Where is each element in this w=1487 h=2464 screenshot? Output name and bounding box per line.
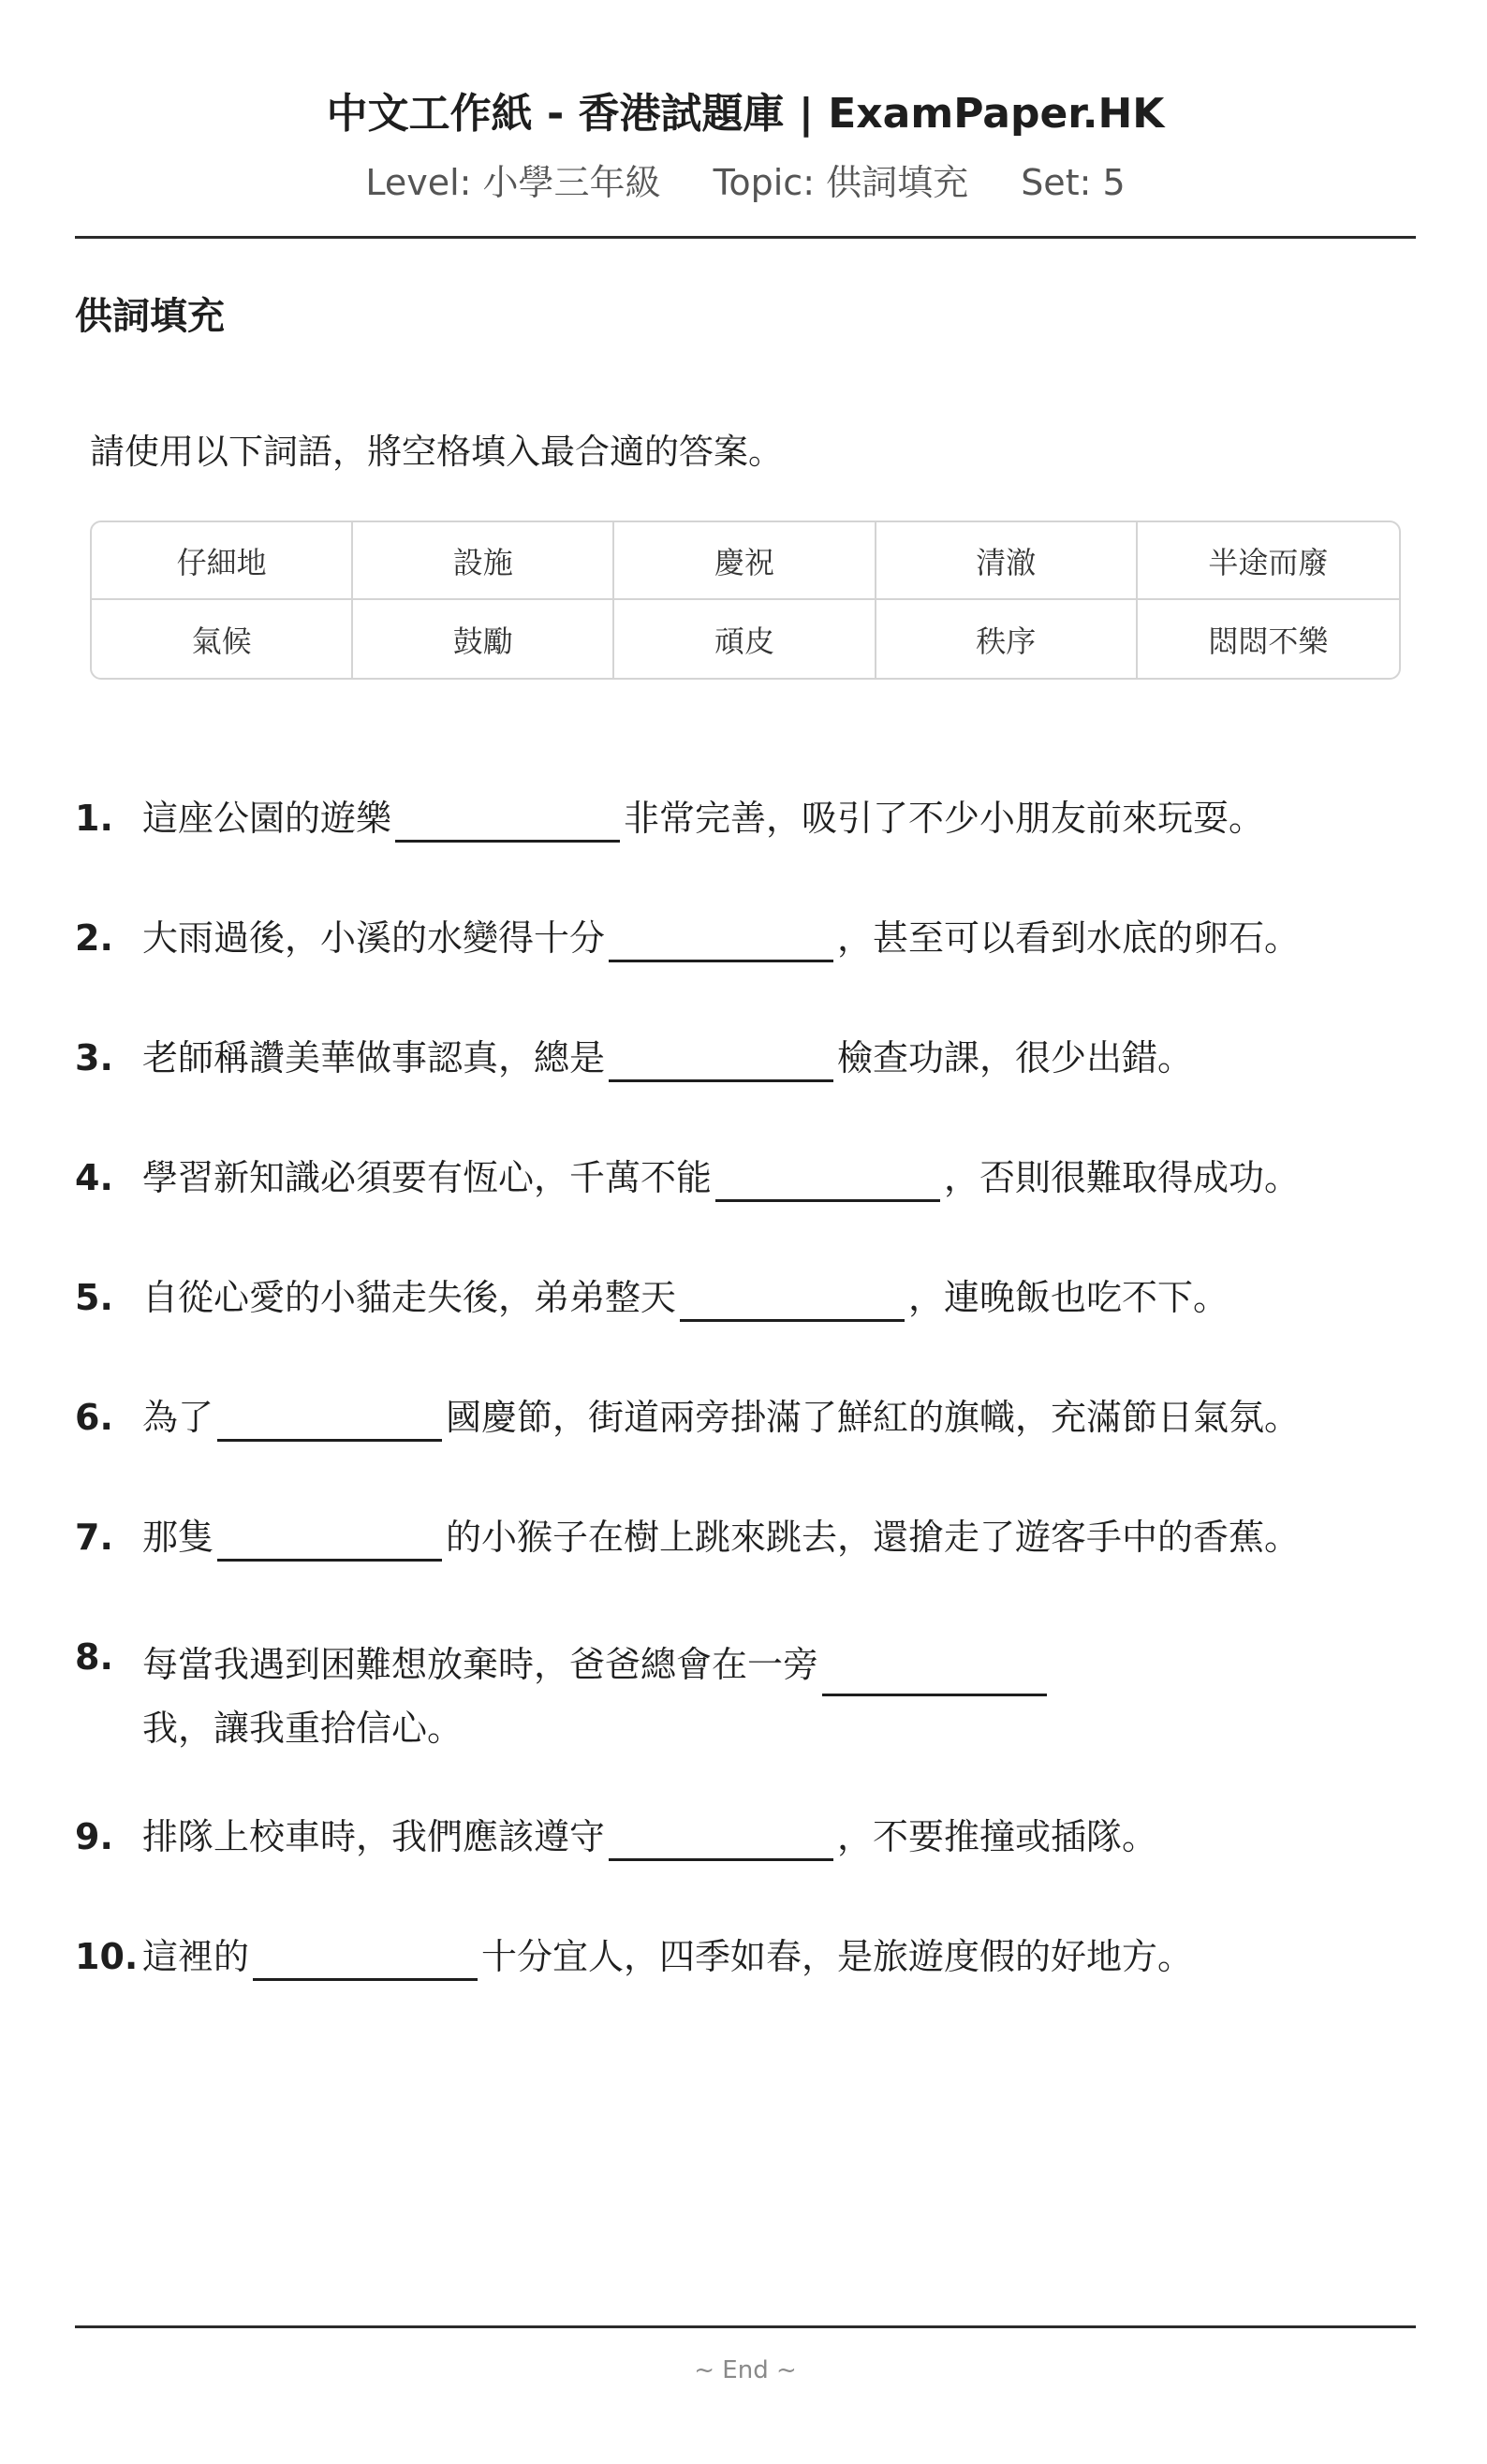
question-number: 7. (75, 1517, 113, 1558)
question-text-after: 國慶節，街道兩旁掛滿了鮮紅的旗幟，充滿節日氣氛。 (446, 1397, 1301, 1438)
level-label: Level: 小學三年級 (365, 162, 661, 203)
worksheet-header (75, 86, 1416, 206)
word-bank-cell: 頑皮 (614, 600, 876, 678)
word-bank-table (90, 521, 1401, 680)
question-text-before: 自從心愛的小貓走失後，弟弟整天 (142, 1277, 677, 1318)
word-bank-cell: 悶悶不樂 (1208, 623, 1329, 659)
word-bank-cell: 秩序 (876, 600, 1138, 678)
word-bank-cell: 清澈 (876, 522, 1138, 600)
instruction-text: 請使用以下詞語，將空格填入最合適的答案。 (90, 432, 783, 472)
end-marker: ~ End ~ (694, 2356, 797, 2384)
question-item (75, 1932, 1416, 1981)
question-number: 3. (75, 1037, 113, 1078)
question-item (75, 1812, 1416, 1861)
question-number: 1. (75, 798, 113, 839)
answer-blank[interactable] (822, 1655, 1047, 1696)
question-text-after: 我，讓我重拾信心。 (142, 1708, 464, 1749)
question-number: 4. (75, 1157, 113, 1198)
question-item (75, 1034, 1416, 1082)
question-item (75, 1513, 1416, 1562)
answer-blank[interactable] (217, 1520, 442, 1562)
answer-blank[interactable] (609, 1041, 833, 1082)
worksheet-meta (75, 159, 1416, 206)
question-number: 2. (75, 917, 113, 959)
question-text-before: 大雨過後，小溪的水變得十分 (142, 917, 606, 959)
question-text-after: ，否則很難取得成功。 (944, 1157, 1301, 1198)
answer-blank[interactable] (680, 1281, 905, 1322)
question-text-after: ，連晚飯也吃不下。 (908, 1277, 1229, 1318)
question-text-after: 檢查功課，很少出錯。 (837, 1037, 1194, 1078)
header-divider (75, 236, 1416, 239)
question-number: 5. (75, 1277, 113, 1318)
question-text-before: 每當我遇到困難想放棄時，爸爸總會在一旁 (142, 1644, 819, 1685)
question-item (75, 1393, 1416, 1442)
question-number: 10. (75, 1936, 139, 1977)
topic-label: Topic: 供詞填充 (713, 162, 969, 203)
word-bank-cell: 氣候 (92, 600, 353, 678)
question-text-before: 這座公園的遊樂 (142, 798, 392, 839)
question-item (75, 1153, 1416, 1202)
answer-blank[interactable] (217, 1401, 442, 1442)
word-bank-cell: 半途而廢 (1138, 522, 1399, 600)
word-bank-cell: 慶祝 (614, 522, 876, 600)
question-item (75, 914, 1416, 962)
question-item (75, 1273, 1416, 1322)
page-title: 中文工作紙 - 香港試題庫 | ExamPaper.HK (326, 90, 1165, 138)
question-text-after: 的小猴子在樹上跳來跳去，還搶走了遊客手中的香蕉。 (446, 1517, 1301, 1558)
answer-blank[interactable] (395, 801, 620, 843)
question-text-before: 那隻 (142, 1517, 214, 1558)
question-text-before: 學習新知識必須要有恆心，千萬不能 (142, 1157, 713, 1198)
word-bank-cell: 鼓勵 (353, 600, 614, 678)
footer-divider (75, 2325, 1416, 2328)
answer-blank[interactable] (253, 1940, 478, 1981)
question-item (75, 1633, 1105, 1760)
question-text-before: 為了 (142, 1397, 214, 1438)
question-number: 6. (75, 1397, 113, 1438)
question-number: 8. (75, 1636, 113, 1678)
question-number: 9. (75, 1816, 113, 1857)
section-title: 供詞填充 (75, 295, 225, 338)
question-item (75, 794, 1416, 843)
question-text-after: 十分宜人，四季如春，是旅遊度假的好地方。 (481, 1936, 1194, 1977)
word-bank-cell: 設施 (353, 522, 614, 600)
question-text-before: 這裡的 (142, 1936, 250, 1977)
question-text-before: 排隊上校車時，我們應該遵守 (142, 1816, 606, 1857)
answer-blank[interactable] (609, 921, 833, 962)
word-bank-cell: 仔細地 (92, 522, 353, 600)
answer-blank[interactable] (609, 1820, 833, 1861)
question-text-before: 老師稱讚美華做事認真，總是 (142, 1037, 606, 1078)
set-label: Set: 5 (1021, 162, 1126, 203)
answer-blank[interactable] (715, 1161, 940, 1202)
question-text-after: 非常完善，吸引了不少小朋友前來玩耍。 (624, 798, 1265, 839)
question-text-after: ，甚至可以看到水底的卵石。 (837, 917, 1301, 959)
question-text-after: ，不要推撞或插隊。 (837, 1816, 1158, 1857)
